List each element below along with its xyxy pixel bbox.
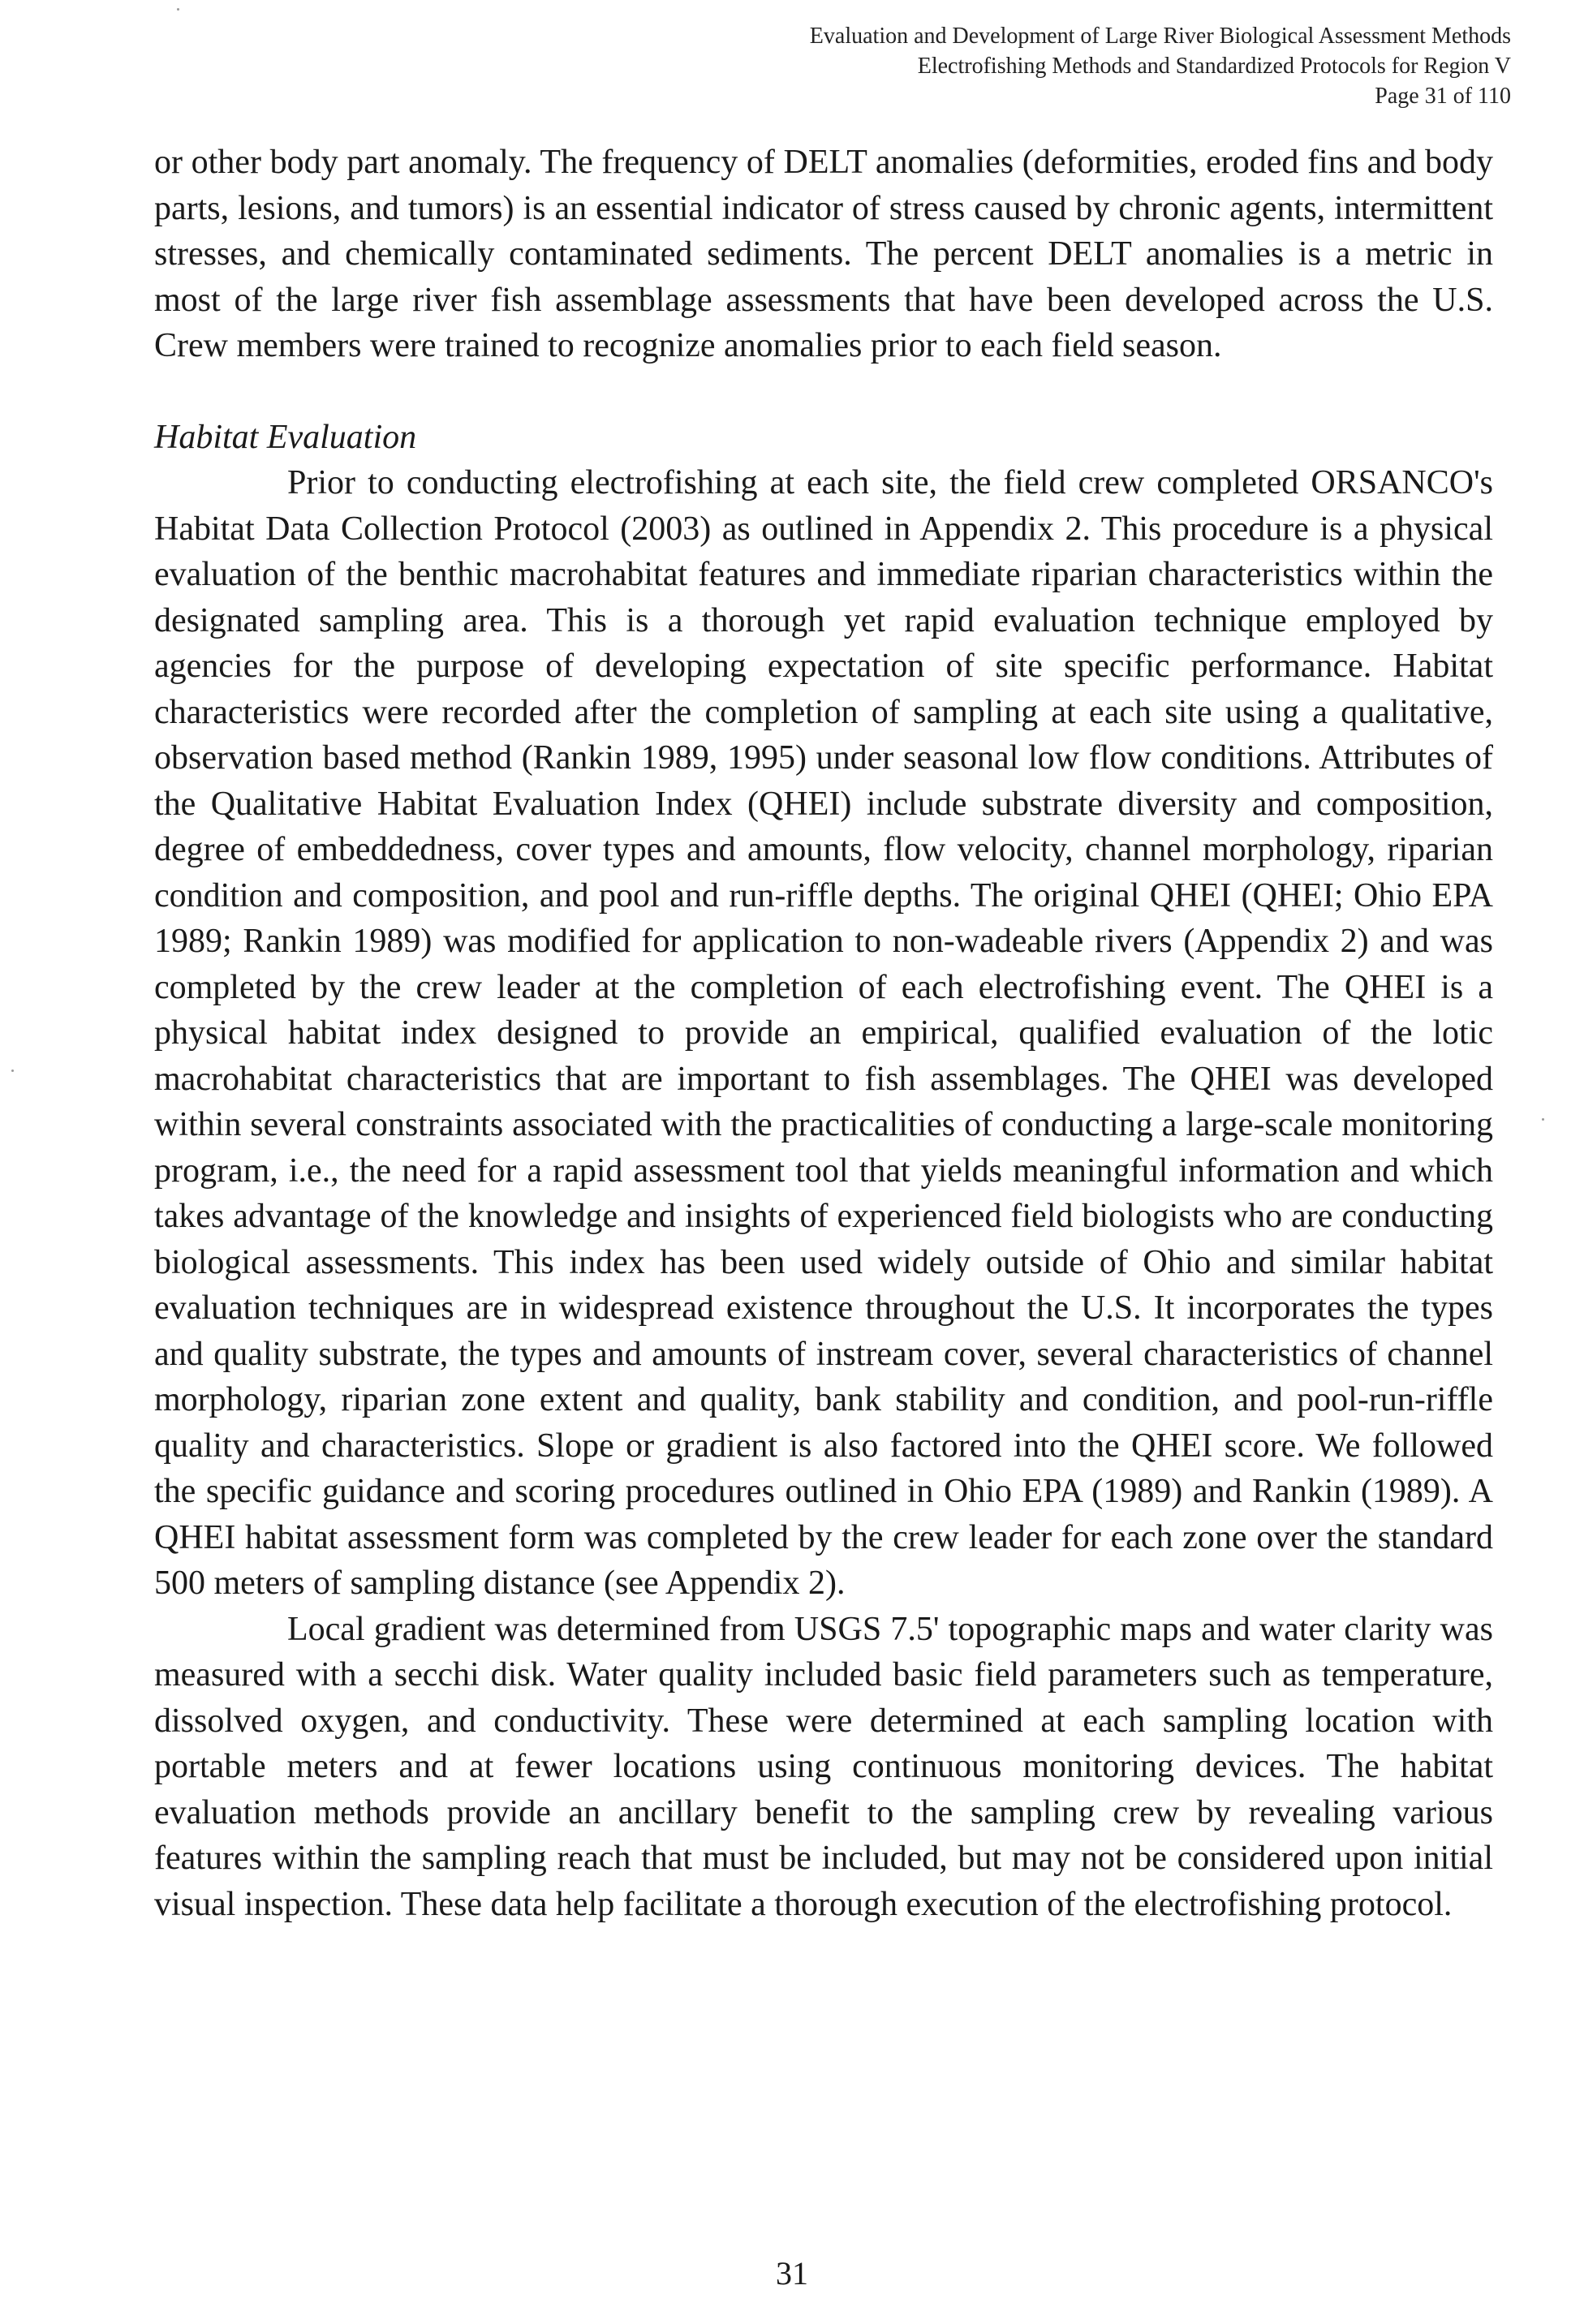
scan-speck <box>1542 1118 1544 1121</box>
scan-speck <box>11 1069 14 1072</box>
header-report-title: Evaluation and Development of Large River Biological Assessment Methods <box>809 24 1511 49</box>
header-page-indicator: Page 31 of 110 <box>1375 84 1511 109</box>
header-section-title: Electrofishing Methods and Standardized Protocols for Region V <box>917 54 1511 79</box>
page-number: 31 <box>776 2255 808 2292</box>
page-body <box>154 140 1493 1927</box>
continued-paragraph: or other body part anomaly. The frequency of DELT anomalies (deformities, eroded fins and body parts, lesions, and tumors) is an essential indicator of stress caused by chronic agents, intermittent stresses, and chemically contaminated sediments. The percent DELT anomalies is a metric in most of the large river fish assemblage assessments that have been developed across the U.S. Crew members were trained to recognize anomalies prior to each field season. <box>154 144 1493 364</box>
scan-speck <box>177 8 179 11</box>
habitat-paragraph: Prior to conducting electrofishing at each site, the field crew completed ORSANCO's Habitat Data Collection Protocol (2003) as outlined in Appendix 2. This procedure is a physical evaluation of the benthic macrohabitat features and immediate riparian characteristics within the designated sampling area. This is a thorough yet rapid evaluation technique employed by agencies for the purpose of developing expectation of site specific performance. Habitat characteristics were recorded after the completion of sampling at each site using a qualitative, observation based method (Rankin 1989, 1995) under seasonal low flow conditions. Attributes of the Qualitative Habitat Evaluation Index (QHEI) include substrate diversity and composition, degree of embeddedness, cover types and amounts, flow velocity, channel morphology, riparian condition and composition, and pool and run-riffle depths. The original QHEI (QHEI; Ohio EPA 1989; Rankin 1989) was modified for application to non-wadeable rivers (Appendix 2) and was completed by the crew leader at the completion of each electrofishing event. The QHEI is a physical habitat index designed to provide an empirical, qualified evaluation of the lotic macrohabitat characteristics that are important to fish assemblages. The QHEI was developed within several constraints associated with the practicalities of conducting a large-scale monitoring program, i.e., the need for a rapid assessment tool that yields meaningful information and which takes advantage of the knowledge and insights of experienced field biologists who are conducting biological assessments. This index has been used widely outside of Ohio and similar habitat evaluation techniques are in widespread existence throughout the U.S. It incorporates the types and quality substrate, the types and amounts of instream cover, several characteristics of channel morphology, riparian zone extent and quality, bank stability and condition, and pool-run-riffle quality and characteristics. Slope or gradient is also factored into the QHEI score. We followed the specific guidance and scoring procedures outlined in Ohio EPA (1989) and Rankin (1989). A QHEI habitat assessment form was completed by the crew leader for each zone over the standard 500 meters of sampling distance (see Appendix 2). <box>154 464 1493 1602</box>
gradient-paragraph: Local gradient was determined from USGS 7.5' topographic maps and water clarity was measured with a secchi disk. Water quality included basic field parameters such as temperature, dissolved oxygen, and conductivity. These were determined at each sampling location with portable meters and at fewer locations using continuous monitoring devices. The habitat evaluation methods provide an ancillary benefit to the sampling crew by revealing various features within the sampling reach that must be included, but may not be considered upon initial visual inspection. These data help facilitate a thorough execution of the electrofishing protocol. <box>154 1610 1493 1923</box>
section-heading: Habitat Evaluation <box>154 418 417 456</box>
running-header <box>810 21 1511 111</box>
